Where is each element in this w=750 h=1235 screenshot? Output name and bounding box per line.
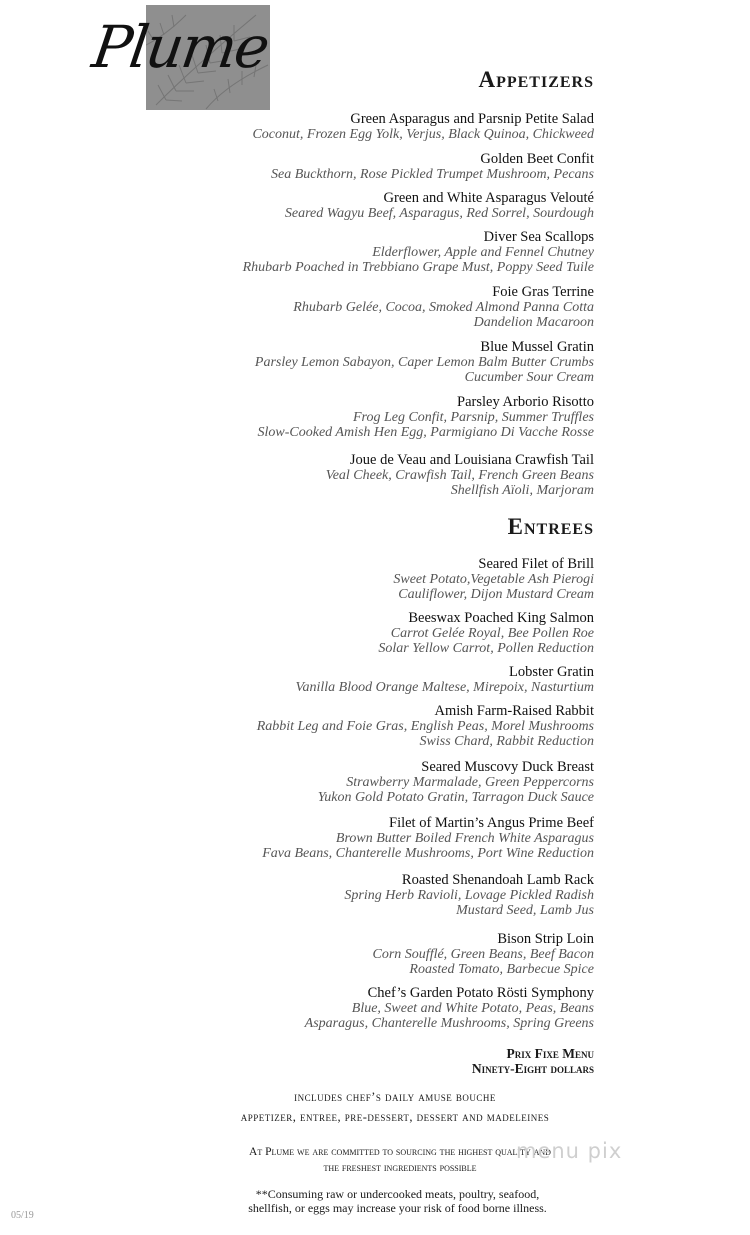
menu-item-description: Strawberry Marmalade, Green Peppercorns xyxy=(346,775,594,790)
menu-item-name: Chef’s Garden Potato Rösti Symphony xyxy=(367,985,594,1001)
menu-item-name: Green and White Asparagus Velouté xyxy=(383,190,594,206)
menu-item xyxy=(305,986,594,1031)
menu-item-description: Shellfish Aïoli, Marjoram xyxy=(450,483,594,498)
menu-item-name: Lobster Gratin xyxy=(509,664,594,680)
food-safety-line-1: **Consuming raw or undercooked meats, poultry, seafood, xyxy=(255,1187,540,1201)
menu-item-description: Rhubarb Poached in Trebbiano Grape Must, Poppy Seed Tuile xyxy=(242,260,594,275)
menu-item-description: Yukon Gold Potato Gratin, Tarragon Duck Sauce xyxy=(317,790,594,805)
menu-item xyxy=(257,704,594,749)
menu-item-name: Seared Muscovy Duck Breast xyxy=(421,759,594,775)
menu-item-name: Diver Sea Scallops xyxy=(483,229,594,245)
menu-item-description: Swiss Chard, Rabbit Reduction xyxy=(419,734,594,749)
menu-item-description: Roasted Tomato, Barbecue Spice xyxy=(409,962,594,977)
menu-item xyxy=(258,395,594,440)
food-safety-line-2: shellfish, or eggs may increase your risk of food borne illness. xyxy=(248,1201,547,1215)
includes-line-1: includes chef’s daily amuse bouche xyxy=(294,1090,496,1104)
commitment-line-1: At Plume we are committed to sourcing the highest quality and xyxy=(249,1146,551,1158)
menu-item-description: Cauliflower, Dijon Mustard Cream xyxy=(398,587,594,602)
menu-item-name: Roasted Shenandoah Lamb Rack xyxy=(401,872,594,888)
menu-item-description: Dandelion Macaroon xyxy=(473,315,594,330)
menu-item-description: Seared Wagyu Beef, Asparagus, Red Sorrel, Sourdough xyxy=(284,206,594,221)
menu-item xyxy=(373,932,594,977)
menu-item xyxy=(255,340,594,385)
menu-item-name: Filet of Martin’s Angus Prime Beef xyxy=(389,815,594,831)
menu-date: 05/19 xyxy=(11,1210,34,1221)
menu-item xyxy=(318,760,594,805)
menu-item-description: Sea Buckthorn, Rose Pickled Trumpet Mushroom, Pecans xyxy=(271,167,594,182)
menu-item-description: Vanilla Blood Orange Maltese, Mirepoix, Nasturtium xyxy=(295,680,594,695)
menu-item-name: Seared Filet of Brill xyxy=(478,556,594,572)
menu-item-description: Frog Leg Confit, Parsnip, Summer Truffles xyxy=(352,410,594,425)
menu-item-description: Fava Beans, Chanterelle Mushrooms, Port Wine Reduction xyxy=(262,846,594,861)
menu-item-description: Brown Butter Boiled French White Asparagus xyxy=(335,831,594,846)
menu-item xyxy=(243,230,594,275)
menu-item-name: Beeswax Poached King Salmon xyxy=(408,610,594,626)
menu-item-description: Cucumber Sour Cream xyxy=(464,370,594,385)
menu-item-description: Veal Cheek, Crawfish Tail, French Green Beans xyxy=(325,468,594,483)
menu-item-description: Blue, Sweet and White Potato, Peas, Beans xyxy=(351,1001,594,1016)
menu-item-name: Parsley Arborio Risotto xyxy=(457,394,594,410)
menu-item xyxy=(344,873,594,918)
menu-item xyxy=(271,152,594,182)
menu-item-name: Foie Gras Terrine xyxy=(492,284,594,300)
menu-item xyxy=(378,611,594,656)
entrees-heading: Entrees xyxy=(507,514,594,539)
menu-item-description: Spring Herb Ravioli, Lovage Pickled Radish xyxy=(344,888,594,903)
menu-item-name: Green Asparagus and Parsnip Petite Salad xyxy=(350,111,594,127)
menu-item-description: Rhubarb Gelée, Cocoa, Smoked Almond Panna Cotta xyxy=(293,300,594,315)
menu-item-description: Coconut, Frozen Egg Yolk, Verjus, Black Quinoa, Chickweed xyxy=(252,127,594,142)
commitment-line-2: the freshest ingredients possible xyxy=(323,1162,477,1174)
menu-item xyxy=(252,112,594,142)
logo-wordmark: Plume xyxy=(88,13,273,81)
menu-item-description: Mustard Seed, Lamb Jus xyxy=(456,903,594,918)
menu-item xyxy=(393,557,594,602)
menu-item-name: Bison Strip Loin xyxy=(497,931,594,947)
menu-item-name: Joue de Veau and Louisiana Crawfish Tail xyxy=(349,452,594,468)
menu-item-description: Slow-Cooked Amish Hen Egg, Parmigiano Di Vacche Rosse xyxy=(257,425,594,440)
watermark: menu pix xyxy=(516,1139,623,1163)
appetizers-heading: Appetizers xyxy=(478,67,594,92)
menu-item xyxy=(262,816,594,861)
menu-item-description: Asparagus, Chanterelle Mushrooms, Spring Greens xyxy=(304,1016,594,1031)
menu-item-description: Parsley Lemon Sabayon, Caper Lemon Balm Butter Crumbs xyxy=(254,355,594,370)
menu-item-description: Rabbit Leg and Foie Gras, English Peas, Morel Mushrooms xyxy=(256,719,594,734)
menu-item xyxy=(285,191,594,221)
menu-item xyxy=(293,285,594,330)
menu-item-name: Amish Farm-Raised Rabbit xyxy=(434,703,594,719)
menu-item-description: Solar Yellow Carrot, Pollen Reduction xyxy=(378,641,594,656)
prix-fixe-price: Ninety-Eight dollars xyxy=(471,1061,594,1076)
menu-item xyxy=(295,665,594,695)
includes-line-2: appetizer, entree, pre-dessert, dessert and madeleines xyxy=(240,1110,550,1124)
menu-item-description: Carrot Gelée Royal, Bee Pollen Roe xyxy=(390,626,594,641)
menu-item xyxy=(326,453,594,498)
menu-item-description: Sweet Potato,Vegetable Ash Pierogi xyxy=(393,572,594,587)
menu-item-description: Elderflower, Apple and Fennel Chutney xyxy=(372,245,594,260)
prix-fixe-label: Prix Fixe Menu xyxy=(506,1046,594,1061)
menu-item-name: Blue Mussel Gratin xyxy=(480,339,594,355)
menu-item-name: Golden Beet Confit xyxy=(480,151,594,167)
menu-item-description: Corn Soufflé, Green Beans, Beef Bacon xyxy=(372,947,594,962)
